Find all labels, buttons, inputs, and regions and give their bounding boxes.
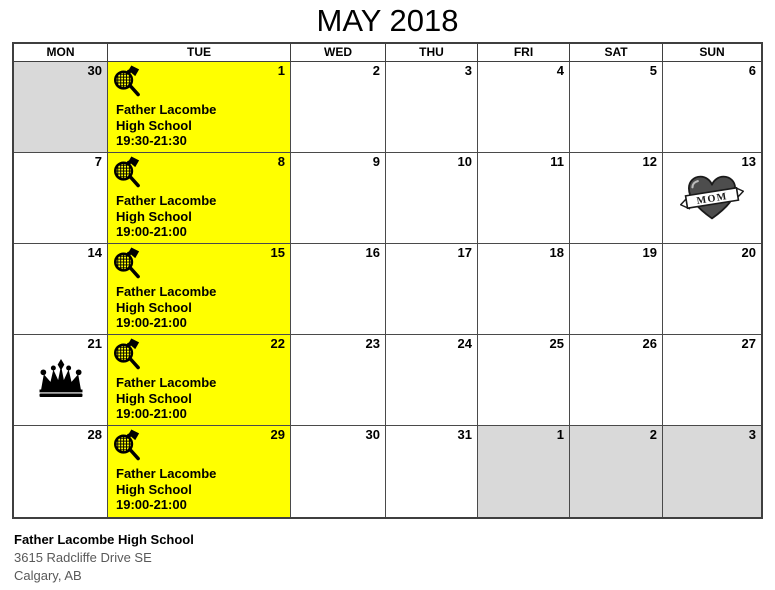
day-number: 25 bbox=[549, 336, 564, 351]
calendar-day-cell bbox=[14, 244, 108, 335]
event-line: High School bbox=[116, 481, 192, 497]
mom-heart-tattoo-icon bbox=[680, 172, 744, 224]
day-number: 24 bbox=[457, 336, 472, 351]
day-number: 27 bbox=[741, 336, 756, 351]
calendar-grid bbox=[12, 42, 763, 519]
day-number: 10 bbox=[457, 154, 472, 169]
footer-city: Calgary, AB bbox=[14, 568, 82, 583]
badminton-racquet-icon bbox=[111, 428, 142, 462]
calendar-day-cell bbox=[386, 62, 478, 153]
day-number: 17 bbox=[457, 245, 472, 260]
weeks-container bbox=[14, 62, 761, 517]
calendar-day-cell bbox=[663, 426, 761, 517]
event-label bbox=[116, 193, 216, 240]
day-number: 30 bbox=[87, 63, 102, 78]
event-label bbox=[116, 102, 216, 149]
weekday-header-sat: SAT bbox=[570, 44, 663, 62]
event-label bbox=[116, 466, 216, 513]
event-line: High School bbox=[116, 390, 192, 406]
calendar-day-cell bbox=[570, 335, 663, 426]
calendar-day-cell bbox=[108, 244, 291, 335]
calendar-day-cell bbox=[478, 426, 570, 517]
week-row bbox=[14, 426, 761, 517]
calendar-day-cell bbox=[570, 244, 663, 335]
day-number: 18 bbox=[549, 245, 564, 260]
day-number: 19 bbox=[642, 245, 657, 260]
calendar-day-cell bbox=[386, 153, 478, 244]
day-number: 13 bbox=[741, 154, 756, 169]
weekday-header-wed: WED bbox=[291, 44, 386, 62]
calendar-day-cell bbox=[14, 335, 108, 426]
day-number: 23 bbox=[365, 336, 380, 351]
calendar-day-cell bbox=[291, 244, 386, 335]
day-number: 11 bbox=[550, 154, 564, 169]
calendar-day-cell bbox=[108, 335, 291, 426]
calendar-day-cell bbox=[108, 62, 291, 153]
calendar-day-cell bbox=[291, 153, 386, 244]
footer-school-name: Father Lacombe High School bbox=[14, 532, 194, 547]
calendar-day-cell bbox=[478, 244, 570, 335]
calendar-day-cell bbox=[14, 62, 108, 153]
event-line: 19:30-21:30 bbox=[116, 133, 187, 148]
day-number: 3 bbox=[748, 427, 756, 442]
day-number: 9 bbox=[372, 154, 380, 169]
week-row bbox=[14, 335, 761, 426]
calendar-day-cell bbox=[291, 426, 386, 517]
event-line: 19:00-21:00 bbox=[116, 224, 187, 239]
week-row bbox=[14, 244, 761, 335]
calendar-day-cell bbox=[478, 62, 570, 153]
calendar-day-cell bbox=[291, 335, 386, 426]
day-number: 14 bbox=[87, 245, 102, 260]
badminton-racquet-icon bbox=[111, 337, 142, 371]
badminton-racquet-icon bbox=[111, 64, 142, 98]
event-line: 19:00-21:00 bbox=[116, 406, 187, 421]
calendar-day-cell bbox=[570, 153, 663, 244]
weekday-header-mon: MON bbox=[14, 44, 108, 62]
badminton-racquet-icon bbox=[111, 155, 142, 189]
day-number: 12 bbox=[642, 154, 657, 169]
event-line: 19:00-21:00 bbox=[116, 497, 187, 512]
event-line: High School bbox=[116, 117, 192, 133]
day-number: 2 bbox=[372, 63, 380, 78]
event-line: Father Lacombe bbox=[116, 284, 217, 299]
day-number: 6 bbox=[748, 63, 756, 78]
day-number: 31 bbox=[457, 427, 472, 442]
weekday-header-fri: FRI bbox=[478, 44, 570, 62]
day-number: 8 bbox=[277, 154, 285, 169]
footer bbox=[14, 531, 194, 585]
footer-address: 3615 Radcliffe Drive SE bbox=[14, 550, 152, 565]
calendar-day-cell bbox=[108, 426, 291, 517]
week-row bbox=[14, 153, 761, 244]
event-line: 19:00-21:00 bbox=[116, 315, 187, 330]
week-row bbox=[14, 62, 761, 153]
badminton-racquet-icon bbox=[111, 246, 142, 280]
day-number: 30 bbox=[365, 427, 380, 442]
event-line: High School bbox=[116, 208, 192, 224]
weekday-header-tue: TUE bbox=[108, 44, 291, 62]
day-number: 16 bbox=[365, 245, 380, 260]
calendar-day-cell bbox=[663, 335, 761, 426]
event-line: Father Lacombe bbox=[116, 466, 217, 481]
calendar-day-cell bbox=[291, 62, 386, 153]
weekday-header-sun: SUN bbox=[663, 44, 761, 62]
calendar-day-cell bbox=[14, 153, 108, 244]
calendar-day-cell bbox=[570, 62, 663, 153]
day-number: 4 bbox=[556, 63, 564, 78]
day-number: 2 bbox=[649, 427, 657, 442]
day-number: 7 bbox=[94, 154, 102, 169]
event-label bbox=[116, 375, 216, 422]
calendar-day-cell bbox=[386, 335, 478, 426]
day-number: 20 bbox=[741, 245, 756, 260]
weekday-header-row bbox=[14, 44, 761, 62]
day-number: 28 bbox=[87, 427, 102, 442]
day-number: 3 bbox=[464, 63, 472, 78]
calendar-day-cell bbox=[108, 153, 291, 244]
event-line: High School bbox=[116, 299, 192, 315]
calendar-day-cell bbox=[570, 426, 663, 517]
event-line: Father Lacombe bbox=[116, 102, 217, 117]
event-line: Father Lacombe bbox=[116, 375, 217, 390]
calendar-day-cell bbox=[386, 426, 478, 517]
day-number: 21 bbox=[87, 336, 102, 351]
calendar-title: MAY 2018 bbox=[316, 3, 459, 38]
calendar-day-cell bbox=[663, 153, 761, 244]
calendar-day-cell bbox=[478, 335, 570, 426]
day-number: 1 bbox=[277, 63, 285, 78]
day-number: 15 bbox=[270, 245, 285, 260]
calendar-day-cell bbox=[478, 153, 570, 244]
event-label bbox=[116, 284, 216, 331]
calendar-day-cell bbox=[386, 244, 478, 335]
day-number: 1 bbox=[556, 427, 564, 442]
day-number: 22 bbox=[270, 336, 285, 351]
event-line: Father Lacombe bbox=[116, 193, 217, 208]
day-number: 29 bbox=[270, 427, 285, 442]
calendar-day-cell bbox=[14, 426, 108, 517]
day-number: 5 bbox=[649, 63, 657, 78]
day-number: 26 bbox=[642, 336, 657, 351]
crown-icon bbox=[30, 358, 92, 400]
calendar-day-cell bbox=[663, 62, 761, 153]
weekday-header-thu: THU bbox=[386, 44, 478, 62]
calendar-day-cell bbox=[663, 244, 761, 335]
mom-text: MOM bbox=[695, 191, 729, 207]
